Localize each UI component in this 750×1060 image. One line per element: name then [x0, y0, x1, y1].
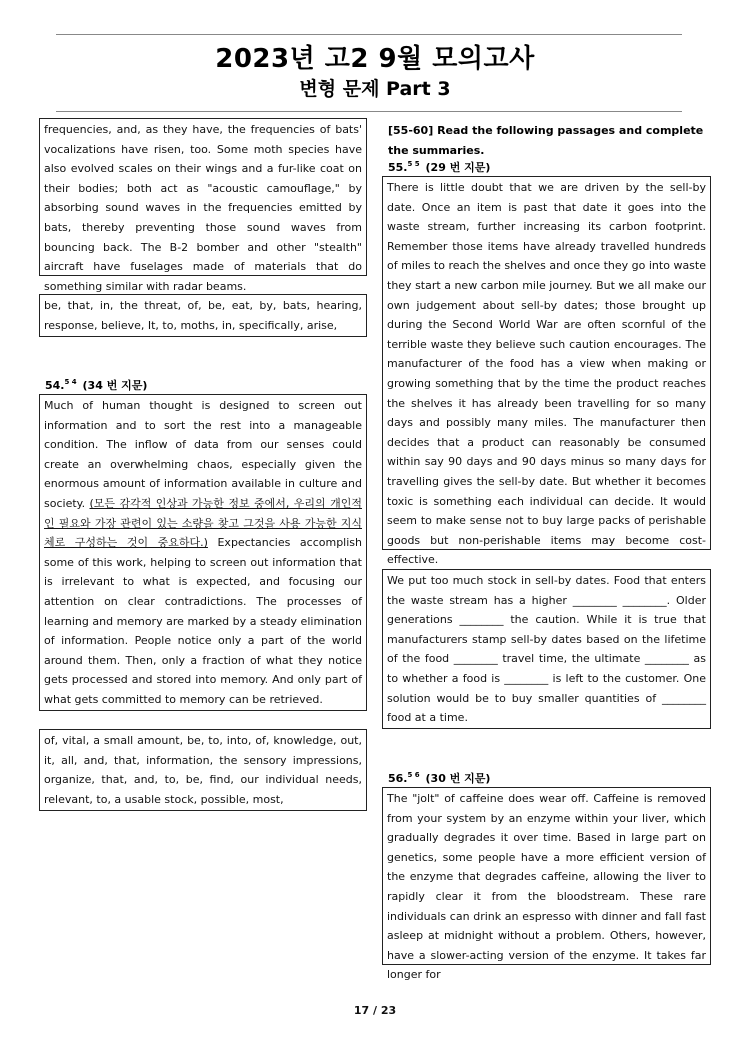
word-bank-text: of, vital, a small amount, be, to, into, of, knowledge, out, it, all, and, that, information, the sensory impressions, organize, that, and, to, be, find, our individual needs, relevant, to, a usable stock, possible, most, — [44, 734, 362, 806]
instructions-text: [55-60] Read the following passages and complete the summaries. — [388, 124, 704, 157]
page-subtitle: 변형 문제 Part 3 — [299, 78, 451, 100]
word-bank-box-53 — [39, 294, 367, 337]
word-bank-box-54 — [39, 729, 367, 811]
passage-box-55 — [382, 176, 711, 567]
question-source: (34 번 지문) — [82, 379, 148, 392]
passage-box-53-continued — [39, 118, 367, 293]
question-footnote: 5 4 — [64, 378, 77, 387]
question-footnote: 5 6 — [407, 771, 420, 780]
question-number: 54. — [45, 379, 65, 392]
top-rule — [56, 34, 682, 35]
page-number: 17 / 23 — [353, 1004, 397, 1017]
header-rule — [56, 111, 682, 112]
passage-box-56 — [382, 787, 711, 982]
summary-text: We put too much stock in sell-by dates. Food that enters the waste stream has a higher ________ ________. Older generations ________ the caution. While it is true that manufacturers stamp sell-by dates based on the lifetime of the food ________ travel time, the ultimate ________ as to whether a food is ________ is left to the customer. One solution would be to buy smaller quantities of ________ food at a time. — [387, 574, 706, 725]
summary-box-55 — [382, 569, 711, 729]
passage-text-part1: Much of human thought is designed to screen out information and to sort the rest into a manageable condition. The inflow of data from our senses could create an overwhelming chaos, especially given the enormous amount of information available in culture and society. — [44, 399, 362, 510]
passage-text: The "jolt" of caffeine does wear off. Caffeine is removed from your system by an enzyme within your liver, which gradually degrades it over time. Based in large part on genetics, some people have a more efficient version of the enzyme that degrades caffeine, allowing the liver to rapidly clear it from the bloodstream. These rare individuals can drink an espresso with dinner and fall fast asleep at midnight without a problem. Others, however, have a slower-acting version of the enzyme. It takes far longer for — [387, 792, 706, 982]
question-source: (30 번 지문) — [425, 772, 491, 785]
page-title: 2023년 고2 9월 모의고사 — [215, 44, 535, 74]
question-label-56 — [388, 770, 490, 786]
question-footnote: 5 5 — [407, 160, 420, 169]
passage-text: There is little doubt that we are driven by the sell-by date. Once an item is past that date it goes into the waste stream, further increasing its carbon footprint. Remember those items have already travelled hundreds of miles to reach the shelves and once they go into waste they start a new carbon mile journey. But we all make our own judgement about sell-by dates; those brought up during the Second World War are often scornful of the terrible waste they believe such caution encourages. The manufacturer of the food has a view when making or growing something that by the time the product reaches the shelves it has already been travelling for so many days and possibly many miles. The manufacturer then decides that a product can reasonably be consumed within say 90 days and 90 days minus so many days for travelling gives the sell-by date. But whether it becomes toxic is something each individual can decide. It would seem to make sense not to buy large packs of perishable goods but non-perishable items may become cost-effective. — [387, 181, 706, 567]
question-number: 56. — [388, 772, 408, 785]
section-instructions — [388, 121, 708, 160]
passage-text: frequencies, and, as they have, the frequencies of bats' vocalizations have risen, too. Some moth species have also evolved scales on their wings and a fur-like coat on their bodies; both act as "acoustic camouflage," by absorbing sound waves in the frequencies emitted by bats, thereby preventing those sound waves from bouncing back. The B-2 bomber and other "stealth" aircraft have fuselages made of materials that do something similar with radar beams. — [44, 123, 362, 293]
question-label-54 — [45, 377, 147, 393]
question-source: (29 번 지문) — [425, 161, 491, 174]
question-number: 55. — [388, 161, 408, 174]
question-label-55 — [388, 159, 490, 175]
word-bank-text: be, that, in, the threat, of, be, eat, by, bats, hearing, response, believe, It, to, moths, in, specifically, arise, — [44, 299, 362, 332]
passage-text-part2: Expectancies accomplish some of this work, helping to screen out information that is irrelevant to what is expected, and focusing our attention on clear contradictions. The processes of learning and memory are marked by a steady elimination of information. People notice only a part of the world around them. Then, only a fraction of what they notice gets processed and stored into memory. And only part of what gets committed to memory can be retrieved. — [44, 536, 362, 706]
passage-box-54 — [39, 394, 367, 711]
korean-hint-underlined: (모든 감각적 인상과 가능한 정보 중에서, 우리의 개인적인 필요와 가장 관련이 있는 소량을 찾고 그것을 사용 가능한 지식체로 구성하는 것이 중요하다.) — [44, 496, 362, 550]
